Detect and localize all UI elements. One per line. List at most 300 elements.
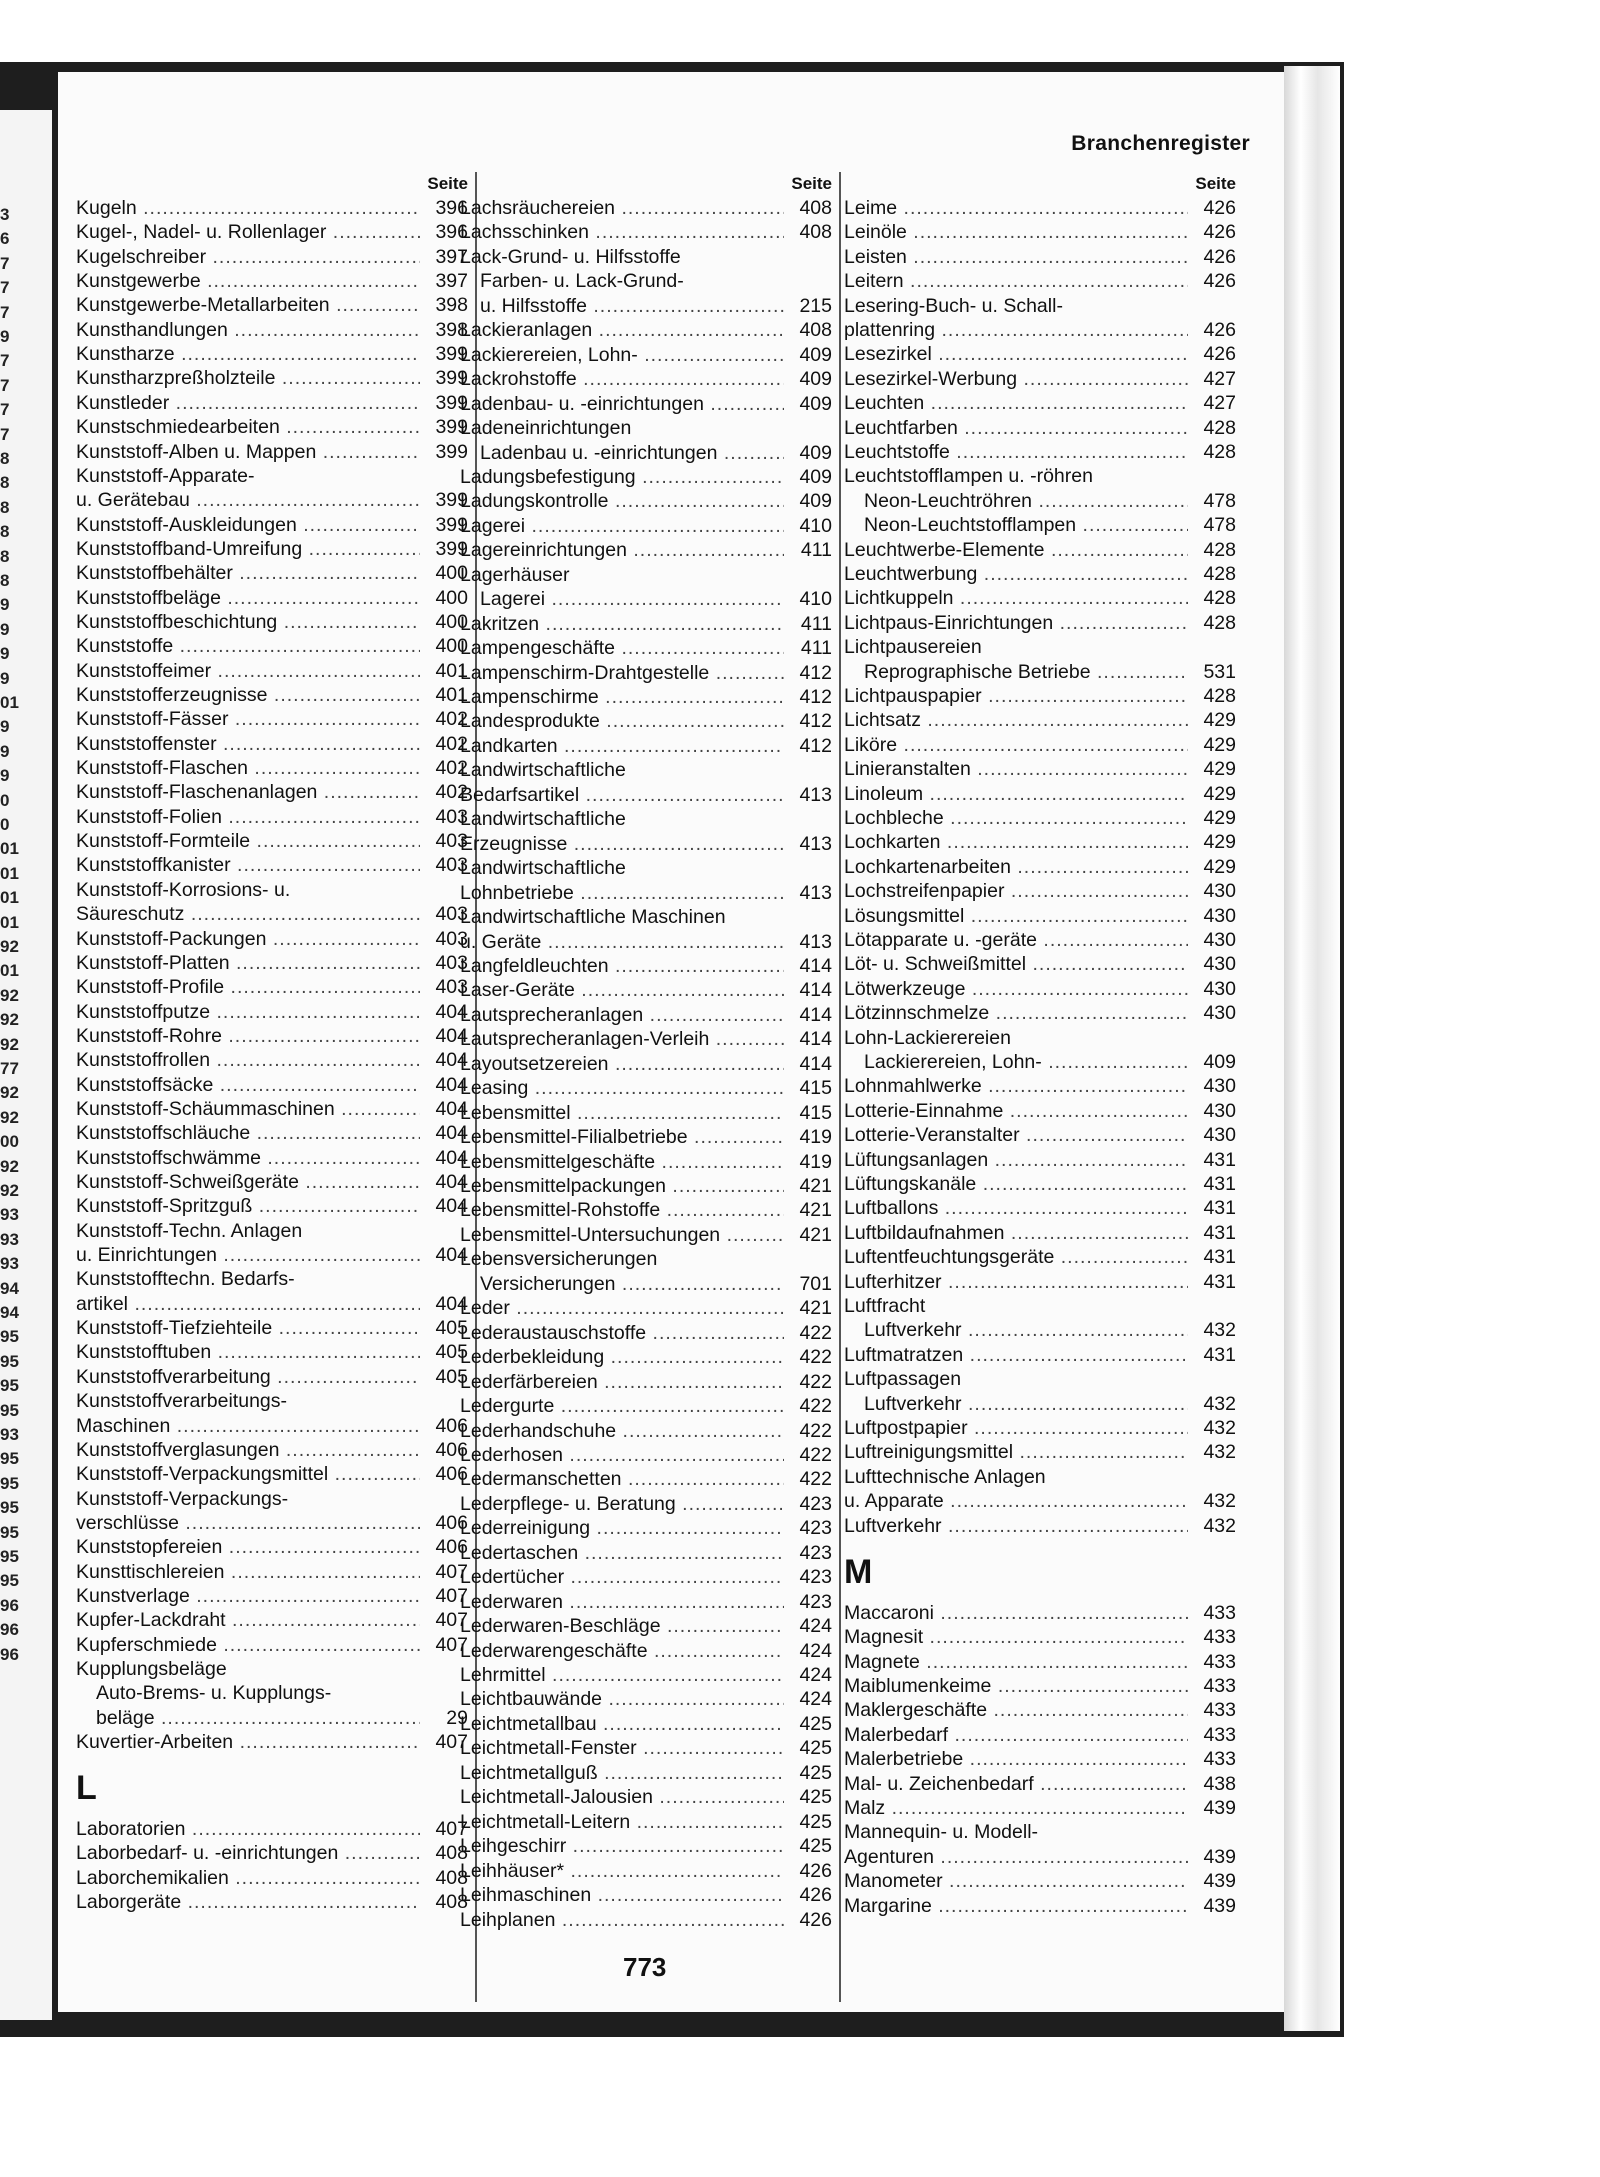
index-entry — [460, 881, 832, 905]
entry-term: Laborchemikalien ..... — [76, 1866, 420, 1890]
entry-term: Leihgeschirr ..... — [460, 1834, 784, 1858]
index-entry — [76, 1073, 468, 1097]
index-entry — [76, 1487, 468, 1511]
entry-page: 422 — [786, 1419, 832, 1443]
entry-page: 428 — [1190, 538, 1236, 562]
left-page-digit: 7 — [0, 375, 10, 395]
entry-term: Lehrmittel ..... — [460, 1663, 784, 1687]
index-entry — [460, 318, 832, 342]
entry-page: 407 — [422, 1608, 468, 1632]
entry-term: Laser-Geräte ..... — [460, 978, 784, 1002]
entry-term: Lebensmittel-Untersuchungen ..... — [460, 1223, 784, 1247]
entry-page: 399 — [422, 513, 468, 537]
index-entry — [76, 1194, 468, 1218]
index-entry — [76, 196, 468, 220]
entry-page: 421 — [786, 1296, 832, 1320]
entry-term: Ladenbau u. -einrichtungen ..... — [480, 441, 784, 465]
entry-term: Lackrohstoffe ..... — [460, 367, 784, 391]
index-entry — [844, 1465, 1236, 1489]
left-page-digit: 96 — [0, 1620, 19, 1640]
entry-page: 427 — [1190, 367, 1236, 391]
left-page-digit: 95 — [0, 1449, 19, 1469]
index-entry — [460, 416, 832, 440]
index-entry — [460, 1834, 832, 1858]
entry-term: Malz ..... — [844, 1796, 1188, 1820]
entry-term: Kunststoffe ..... — [76, 634, 420, 658]
index-entry — [844, 391, 1236, 415]
index-entry — [460, 563, 832, 587]
entry-page: 439 — [1190, 1845, 1236, 1869]
index-entry — [460, 245, 832, 269]
entry-page: 419 — [786, 1125, 832, 1149]
entry-term: u. Apparate ..... — [844, 1489, 1188, 1513]
left-page-digit: 9 — [0, 595, 10, 615]
index-entry — [76, 902, 468, 926]
entry-page: 432 — [1190, 1392, 1236, 1416]
entry-page: 404 — [422, 1000, 468, 1024]
entry-term: u. Einrichtungen ..... — [76, 1243, 420, 1267]
entry-page: 413 — [786, 783, 832, 807]
entry-term: Lesering-Buch- u. Schall- — [844, 294, 1063, 317]
entry-term: Luftballons ..... — [844, 1196, 1188, 1220]
entry-page: 403 — [422, 805, 468, 829]
entry-page: 426 — [786, 1908, 832, 1932]
left-page-digit: 8 — [0, 546, 10, 566]
index-entry — [460, 1687, 832, 1711]
book-edge — [1284, 66, 1340, 2031]
entry-term: Malerbedarf ..... — [844, 1723, 1188, 1747]
entry-term: Ledergurte ..... — [460, 1394, 784, 1418]
index-entry — [460, 465, 832, 489]
entry-term: u. Gerätebau ..... — [76, 488, 420, 512]
index-entry — [460, 1859, 832, 1883]
index-entry — [844, 1869, 1236, 1893]
entry-term: Liköre ..... — [844, 733, 1188, 757]
entry-term: Kunststoff-Tiefziehteile ..... — [76, 1316, 420, 1340]
left-page-digit: 7 — [0, 278, 10, 298]
index-entry — [76, 318, 468, 342]
index-entry — [76, 780, 468, 804]
entry-term: Kunststoffbeschichtung ..... — [76, 610, 420, 634]
entry-page: 402 — [422, 707, 468, 731]
index-entry — [460, 1467, 832, 1491]
entry-term: Lötapparate u. -geräte ..... — [844, 928, 1188, 952]
index-entry — [76, 269, 468, 293]
index-entry — [460, 930, 832, 954]
entry-page: 396 — [422, 220, 468, 244]
entry-term: Kunstgewerbe ..... — [76, 269, 420, 293]
entry-page: 439 — [1190, 1796, 1236, 1820]
index-entry — [460, 1590, 832, 1614]
index-entry — [460, 1785, 832, 1809]
entry-term: Kunstleder ..... — [76, 391, 420, 415]
entry-term: Leuchtwerbe-Elemente ..... — [844, 538, 1188, 562]
section-letter — [844, 1552, 1236, 1592]
entry-term: Maiblumenkeime ..... — [844, 1674, 1188, 1698]
left-page-digit: 95 — [0, 1547, 19, 1566]
index-entry — [460, 1198, 832, 1222]
index-entry — [844, 1318, 1236, 1342]
entry-page: 419 — [786, 1150, 832, 1174]
index-entry — [76, 1866, 468, 1890]
index-entry — [76, 391, 468, 415]
index-entry — [460, 1101, 832, 1125]
entry-term: u. Hilfsstoffe ..... — [480, 294, 784, 318]
entry-page: 431 — [1190, 1221, 1236, 1245]
index-entry — [76, 415, 468, 439]
entry-page: 422 — [786, 1443, 832, 1467]
entry-term: Lagerhäuser — [460, 563, 570, 586]
index-entry — [844, 1440, 1236, 1464]
index-entry — [844, 635, 1236, 659]
entry-page: 406 — [422, 1535, 468, 1559]
entry-page: 399 — [422, 488, 468, 512]
index-entry — [460, 587, 832, 611]
entry-page: 408 — [422, 1866, 468, 1890]
index-entry — [460, 1712, 832, 1736]
left-page-digit: 7 — [0, 424, 10, 444]
entry-page: 408 — [786, 196, 832, 220]
entry-term: Kunststoffverglasungen ..... — [76, 1438, 420, 1462]
index-entry — [460, 441, 832, 465]
entry-page: 409 — [786, 465, 832, 489]
index-entry — [844, 1514, 1236, 1538]
index-entry — [460, 709, 832, 733]
entry-page: 411 — [786, 612, 832, 636]
entry-term: Lochkartenarbeiten ..... — [844, 855, 1188, 879]
entry-term: Kunststoff-Verpackungsmittel ..... — [76, 1462, 420, 1486]
entry-page: 403 — [422, 975, 468, 999]
entry-term: Agenturen ..... — [844, 1845, 1188, 1869]
entry-term: Luftentfeuchtungsgeräte ..... — [844, 1245, 1188, 1269]
entry-page: 433 — [1190, 1723, 1236, 1747]
entry-page: 400 — [422, 586, 468, 610]
entry-page: 424 — [786, 1614, 832, 1638]
index-entry — [844, 1294, 1236, 1318]
index-page — [58, 72, 1284, 2012]
entry-page: 29 — [422, 1706, 468, 1730]
entry-term: Lohnbetriebe ..... — [460, 881, 784, 905]
index-entry — [76, 829, 468, 853]
index-entry — [460, 489, 832, 513]
left-page-digit: 96 — [0, 1644, 19, 1664]
entry-page: 422 — [786, 1370, 832, 1394]
entry-term: Luftverkehr ..... — [844, 1514, 1188, 1538]
index-entry — [76, 878, 468, 902]
entry-page: 429 — [1190, 806, 1236, 830]
entry-term: Lichtpausereien — [844, 636, 982, 659]
entry-term: Kunsthandlungen ..... — [76, 318, 420, 342]
index-entry — [844, 1026, 1236, 1050]
index-entry — [76, 1438, 468, 1462]
left-page-digit: 92 — [0, 937, 19, 956]
entry-term: Kunststoff-Verpackungs- — [76, 1487, 289, 1510]
entry-page: 429 — [1190, 830, 1236, 854]
left-page-digit: 9 — [0, 717, 10, 737]
entry-page: 424 — [786, 1687, 832, 1711]
entry-page: 398 — [422, 293, 468, 317]
entry-term: Leichtbauwände ..... — [460, 1687, 784, 1711]
index-entry — [460, 514, 832, 538]
left-page-digit: 6 — [0, 229, 10, 249]
index-entry — [460, 1223, 832, 1247]
entry-page: 433 — [1190, 1601, 1236, 1625]
index-entry — [844, 1894, 1236, 1918]
entry-term: Lichtpaus-Einrichtungen ..... — [844, 611, 1188, 635]
entry-term: Kunststoff-Packungen ..... — [76, 927, 420, 951]
entry-page: 430 — [1190, 1099, 1236, 1123]
entry-term: Linoleum ..... — [844, 782, 1188, 806]
index-entry — [460, 1492, 832, 1516]
entry-page: 403 — [422, 951, 468, 975]
entry-term: Kunststoffband-Umreifung ..... — [76, 537, 420, 561]
entry-page: 425 — [786, 1810, 832, 1834]
column-divider — [839, 172, 841, 2002]
index-entry — [76, 683, 468, 707]
index-entry — [76, 1681, 468, 1705]
index-entry — [844, 782, 1236, 806]
entry-page: 423 — [786, 1492, 832, 1516]
entry-term: Lackierereien, Lohn- ..... — [864, 1050, 1188, 1074]
entry-page: 431 — [1190, 1196, 1236, 1220]
entry-term: Leihhäuser* ..... — [460, 1859, 784, 1883]
entry-term: Kunststoff-Spritzguß ..... — [76, 1194, 420, 1218]
index-entry — [460, 1443, 832, 1467]
index-entry — [76, 1219, 468, 1243]
column-header: Seite — [427, 174, 468, 193]
entry-term: Bedarfsartikel ..... — [460, 783, 784, 807]
entry-term: Kunststoffschwämme ..... — [76, 1146, 420, 1170]
entry-term: Lohn-Lackierereien — [844, 1026, 1011, 1049]
entry-page: 426 — [1190, 342, 1236, 366]
entry-term: Layoutsetzereien ..... — [460, 1052, 784, 1076]
entry-page: 430 — [1190, 879, 1236, 903]
entry-term: Leihplanen ..... — [460, 1908, 784, 1932]
entry-term: Lüftungskanäle ..... — [844, 1172, 1188, 1196]
index-entry — [76, 1292, 468, 1316]
index-entry — [76, 1024, 468, 1048]
entry-term: Laboratorien ..... — [76, 1817, 420, 1841]
entry-term: u. Geräte ..... — [460, 930, 784, 954]
index-entry — [844, 757, 1236, 781]
entry-page: 431 — [1190, 1245, 1236, 1269]
index-entry — [76, 659, 468, 683]
left-page-digit: 92 — [0, 1156, 19, 1176]
entry-page: 399 — [422, 342, 468, 366]
left-page-digit: 94 — [0, 1303, 19, 1322]
entry-term: Lautsprecheranlagen ..... — [460, 1003, 784, 1027]
entry-term: Auto-Brems- u. Kupplungs- — [96, 1682, 332, 1705]
entry-term: Kunststoff-Apparate- — [76, 464, 255, 487]
entry-term: Leuchtstofflampen u. -röhren — [844, 465, 1093, 488]
index-entry — [76, 1146, 468, 1170]
entry-term: Kunststoff-Korrosions- u. — [76, 878, 291, 901]
entry-term: Kunststoffverarbeitung ..... — [76, 1365, 420, 1389]
entry-page: 408 — [786, 318, 832, 342]
entry-term: Landesprodukte ..... — [460, 709, 784, 733]
entry-term: Kuvertier-Arbeiten ..... — [76, 1730, 420, 1754]
left-page-digit: 9 — [0, 668, 10, 688]
entry-page: 404 — [422, 1292, 468, 1316]
index-entry — [76, 1048, 468, 1072]
index-entry — [844, 879, 1236, 903]
column-header: Seite — [791, 174, 832, 193]
entry-page: 428 — [1190, 684, 1236, 708]
entry-page: 426 — [786, 1859, 832, 1883]
entry-term: Kunststofftechn. Bedarfs- — [76, 1268, 295, 1291]
left-page-digit: 01 — [0, 693, 19, 712]
entry-page: 428 — [1190, 416, 1236, 440]
entry-page: 405 — [422, 1340, 468, 1364]
entry-term: Lampengeschäfte ..... — [460, 636, 784, 660]
index-entry — [844, 562, 1236, 586]
index-entry — [460, 392, 832, 416]
entry-page: 433 — [1190, 1747, 1236, 1771]
index-entry — [460, 1394, 832, 1418]
left-page-digit: 9 — [0, 619, 10, 639]
entry-term: Lagereinrichtungen ..... — [460, 538, 784, 562]
entry-term: Lederaustauschstoffe ..... — [460, 1321, 784, 1345]
entry-term: Landwirtschaftliche Maschinen — [460, 906, 726, 929]
entry-page: 404 — [422, 1243, 468, 1267]
entry-page: 408 — [422, 1841, 468, 1865]
entry-page: 403 — [422, 927, 468, 951]
entry-page: 430 — [1190, 1001, 1236, 1025]
entry-page: 478 — [1190, 489, 1236, 513]
entry-term: Leichtmetall-Fenster ..... — [460, 1736, 784, 1760]
entry-term: Lebensmittel-Rohstoffe ..... — [460, 1198, 784, 1222]
index-entry — [460, 1296, 832, 1320]
entry-term: Lederreinigung ..... — [460, 1516, 784, 1540]
index-entry — [76, 805, 468, 829]
left-page-digit: 9 — [0, 741, 10, 761]
entry-page: 430 — [1190, 977, 1236, 1001]
left-page-digit: 8 — [0, 497, 10, 517]
index-entry — [76, 366, 468, 390]
entry-term: Kunststoff-Platten ..... — [76, 951, 420, 975]
entry-term: Kunststoff-Folien ..... — [76, 805, 420, 829]
index-entry — [76, 1841, 468, 1865]
entry-page: 422 — [786, 1467, 832, 1491]
entry-page: 430 — [1190, 904, 1236, 928]
left-page-digit: 93 — [0, 1229, 19, 1249]
entry-term: Kupplungsbeläge — [76, 1658, 227, 1680]
entry-term: Ladenbau- u. -einrichtungen ..... — [460, 392, 784, 416]
entry-page: 432 — [1190, 1416, 1236, 1440]
entry-term: Erzeugnisse ..... — [460, 832, 784, 856]
index-entry — [76, 1414, 468, 1438]
entry-term: Lederbekleidung ..... — [460, 1345, 784, 1369]
entry-page: 429 — [1190, 733, 1236, 757]
entry-page: 531 — [1190, 660, 1236, 684]
entry-page: 439 — [1190, 1894, 1236, 1918]
index-entry — [844, 1392, 1236, 1416]
entry-page: 414 — [786, 954, 832, 978]
entry-term: Lederfärbereien ..... — [460, 1370, 784, 1394]
left-page-digit: 94 — [0, 1278, 19, 1298]
entry-page: 406 — [422, 1511, 468, 1535]
entry-page: 409 — [786, 489, 832, 513]
index-entry — [844, 1099, 1236, 1123]
entry-page: 422 — [786, 1394, 832, 1418]
entry-term: Lesezirkel-Werbung ..... — [844, 367, 1188, 391]
entry-page: 421 — [786, 1174, 832, 1198]
index-entry — [460, 1565, 832, 1589]
index-entry — [76, 634, 468, 658]
left-page-digit: 8 — [0, 473, 10, 493]
index-entry — [460, 1150, 832, 1174]
index-entry — [844, 1796, 1236, 1820]
entry-term: Manometer ..... — [844, 1869, 1188, 1893]
entry-term: Lackierereien, Lohn- ..... — [460, 343, 784, 367]
entry-page: 406 — [422, 1414, 468, 1438]
entry-term: Lebensversicherungen — [460, 1248, 658, 1271]
index-entry — [844, 513, 1236, 537]
entry-page: 422 — [786, 1321, 832, 1345]
left-page-digit: 8 — [0, 571, 10, 590]
index-entry — [76, 1340, 468, 1364]
entry-term: Luftreinigungsmittel ..... — [844, 1440, 1188, 1464]
entry-page: 426 — [1190, 245, 1236, 269]
entry-term: Landwirtschaftliche — [460, 759, 626, 782]
entry-term: Lampenschirm-Drahtgestelle ..... — [460, 661, 784, 685]
entry-page: 423 — [786, 1565, 832, 1589]
entry-page: 424 — [786, 1639, 832, 1663]
index-entry — [460, 685, 832, 709]
entry-page: 407 — [422, 1584, 468, 1608]
index-entry — [460, 1419, 832, 1443]
index-entry — [844, 245, 1236, 269]
index-entry — [76, 293, 468, 317]
index-entry — [76, 537, 468, 561]
entry-page: 406 — [422, 1462, 468, 1486]
entry-page: 398 — [422, 318, 468, 342]
entry-term: Ledertaschen ..... — [460, 1541, 784, 1565]
index-entry — [76, 1511, 468, 1535]
entry-page: 429 — [1190, 855, 1236, 879]
index-entry — [844, 1074, 1236, 1098]
entry-term: Luftverkehr ..... — [864, 1318, 1188, 1342]
entry-page: 478 — [1190, 513, 1236, 537]
entry-term: Lack-Grund- u. Hilfsstoffe — [460, 245, 681, 268]
index-entry — [844, 1123, 1236, 1147]
entry-term: Leime ..... — [844, 196, 1188, 220]
index-entry — [460, 978, 832, 1002]
entry-page: 403 — [422, 902, 468, 926]
index-entry — [76, 1584, 468, 1608]
entry-term: Ledermanschetten ..... — [460, 1467, 784, 1491]
entry-term: Maccaroni ..... — [844, 1601, 1188, 1625]
entry-term: Landwirtschaftliche — [460, 857, 626, 880]
index-entry — [460, 807, 832, 831]
index-entry — [76, 1389, 468, 1413]
entry-page: 432 — [1190, 1514, 1236, 1538]
entry-term: Lichtkuppeln ..... — [844, 586, 1188, 610]
index-entry — [76, 1890, 468, 1914]
entry-page: 399 — [422, 440, 468, 464]
left-page-edge — [0, 110, 52, 2020]
entry-page: 404 — [422, 1194, 468, 1218]
index-entry — [76, 1121, 468, 1145]
index-entry — [76, 1267, 468, 1291]
entry-page: 400 — [422, 634, 468, 658]
entry-term: Lebensmittelpackungen ..... — [460, 1174, 784, 1198]
entry-term: Lachsschinken ..... — [460, 220, 784, 244]
entry-page: 404 — [422, 1024, 468, 1048]
index-entry — [844, 294, 1236, 318]
entry-term: Magnesit ..... — [844, 1625, 1188, 1649]
entry-page: 431 — [1190, 1172, 1236, 1196]
